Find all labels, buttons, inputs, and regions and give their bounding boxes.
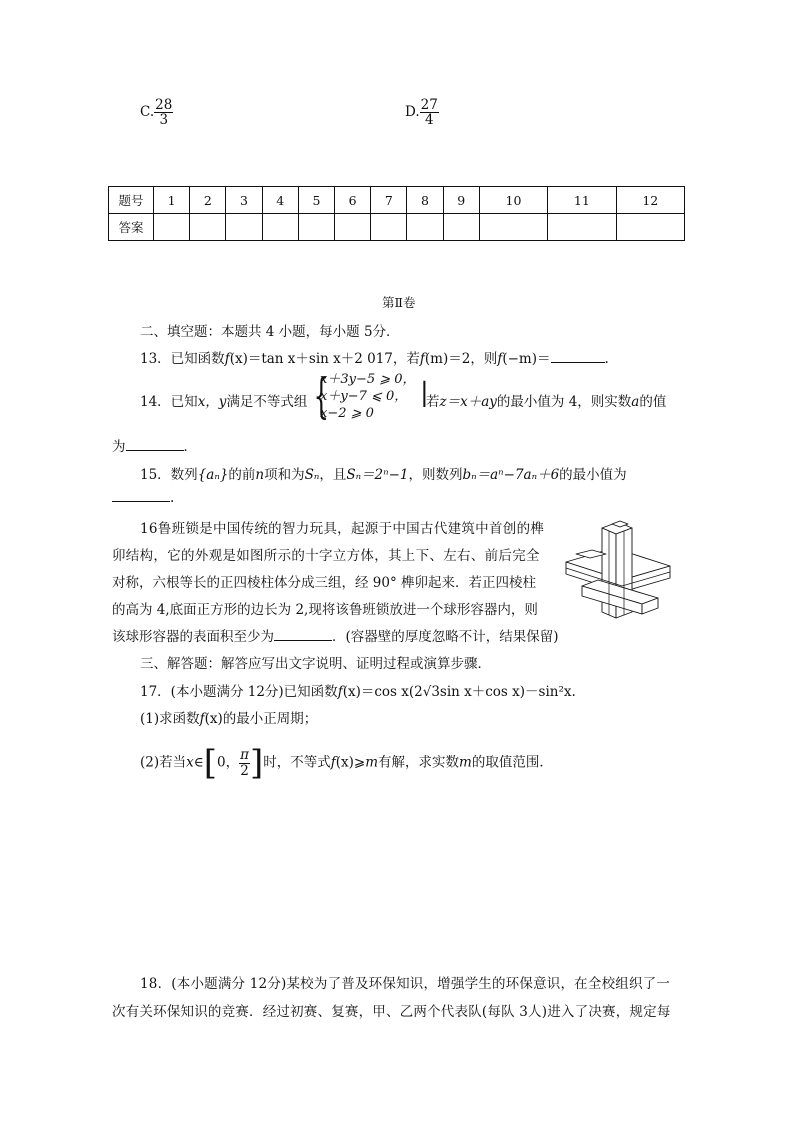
choice-d	[405, 98, 439, 127]
choice-d-label: D.	[405, 104, 420, 121]
answer-blank[interactable]	[112, 501, 170, 502]
luban-lock-figure	[562, 518, 674, 628]
fill-heading: 二、填空题：本题共 4 小题，每小题 5分．	[140, 324, 400, 340]
inequality-3: x−2 ⩾ 0	[320, 406, 374, 421]
choice-c-label: C.	[140, 104, 155, 121]
question-15-line1: 15．数列{aₙ}的前n项和为Sₙ，且Sₙ＝2ⁿ−1，则数列bₙ＝aⁿ−7aₙ＋6的最小值为	[140, 467, 627, 483]
question-14-line1b: 若z＝x＋ay的最小值为 4，则实数a的值	[426, 394, 667, 410]
answer-cell[interactable]	[371, 214, 407, 241]
inequality-1: x＋3y−5 ⩾ 0，	[320, 372, 416, 387]
table-cell: 11	[548, 187, 616, 214]
row-header-answer: 答案	[109, 214, 154, 241]
brace-left: {	[313, 368, 329, 424]
table-row	[109, 214, 685, 241]
table-cell: 9	[443, 187, 479, 214]
question-16-line1: 16鲁班锁是中国传统的智力玩具，起源于中国古代建筑中首创的榫	[140, 521, 545, 537]
brace-right-marker: |	[420, 378, 429, 408]
table-cell: 4	[262, 187, 298, 214]
answer-cell[interactable]	[479, 214, 547, 241]
inequality-system	[320, 371, 416, 422]
question-16-line4: 的高为 4,底面正方形的边长为 2,现将该鲁班锁放进一个球形容器内，则	[112, 602, 538, 618]
answer-blank[interactable]	[274, 640, 332, 641]
interval-right-bracket: ]	[249, 743, 264, 783]
table-cell: 6	[335, 187, 371, 214]
question-14-line2: 为 ．	[112, 439, 197, 455]
choice-d-fraction: $\frac{27}{4}$	[420, 97, 438, 129]
answer-table	[108, 186, 685, 241]
answer-cell[interactable]	[335, 214, 371, 241]
table-cell: 3	[226, 187, 262, 214]
section-title: 第Ⅱ卷	[382, 295, 416, 310]
answer-cell[interactable]	[190, 214, 226, 241]
question-14-line1: 14．已知x，y满足不等式组	[140, 394, 308, 410]
question-17-part2: (2)若当x∈[0， $\frac{\pi}{2}$ ]时，不等式f(x)⩾m有解，求实数m的取值范围．	[140, 743, 553, 783]
interval-left-bracket: [	[203, 743, 218, 783]
question-18-line1: 18．(本小题满分 12分)某校为了普及环保知识，增强学生的环保意识，在全校组织了一	[140, 976, 671, 992]
question-16-line5: 该球形容器的表面积至少为 ．(容器壁的厚度忽略不计，结果保留)	[112, 629, 559, 645]
choice-c-fraction: $\frac{28}{3}$	[155, 97, 173, 129]
answer-cell[interactable]	[262, 214, 298, 241]
table-cell: 1	[154, 187, 190, 214]
answer-cell[interactable]	[616, 214, 684, 241]
inequality-2: x＋y−7 ⩽ 0，	[320, 389, 408, 404]
answer-cell[interactable]	[443, 214, 479, 241]
question-16-line3: 对称，六根等长的正四棱柱体分成三组，经 90° 榫卯起来．若正四棱柱	[112, 575, 537, 591]
row-header-number: 题号	[109, 187, 154, 214]
answer-cell[interactable]	[548, 214, 616, 241]
question-16-line2: 卯结构，它的外观是如图所示的十字立方体，其上下、左右、前后完全	[112, 548, 540, 564]
answer-cell[interactable]	[226, 214, 262, 241]
question-17-part1: (1)求函数f(x)的最小正周期；	[140, 711, 318, 727]
answer-blank[interactable]	[126, 450, 184, 451]
table-cell: 8	[407, 187, 443, 214]
answer-blank[interactable]	[551, 362, 605, 363]
table-cell: 10	[479, 187, 547, 214]
question-17: 17．(本小题满分 12分)已知函数f(x)＝cos x(2√3sin x＋cos x)－sin²x.	[140, 684, 576, 700]
answer-cell[interactable]	[154, 214, 190, 241]
table-cell: 2	[190, 187, 226, 214]
choice-c	[140, 98, 173, 127]
table-cell: 5	[298, 187, 334, 214]
question-13: 13．已知函数f(x)＝tan x＋sin x＋2 017，若f(m)＝2，则f(−m)＝ .	[140, 351, 609, 367]
answer-cell[interactable]	[298, 214, 334, 241]
answer-cell[interactable]	[407, 214, 443, 241]
table-cell: 12	[616, 187, 684, 214]
table-row	[109, 187, 685, 214]
question-15-line2: .	[112, 490, 174, 506]
solve-heading: 三、解答题：解答应写出文字说明、证明过程或演算步骤．	[140, 656, 491, 672]
pi-over-2-fraction: $\frac{\pi}{2}$	[240, 747, 249, 779]
table-cell: 7	[371, 187, 407, 214]
question-18-line2: 次有关环保知识的竞赛．经过初赛、复赛，甲、乙两个代表队(每队 3人)进入了决赛，规定每	[112, 1004, 671, 1020]
